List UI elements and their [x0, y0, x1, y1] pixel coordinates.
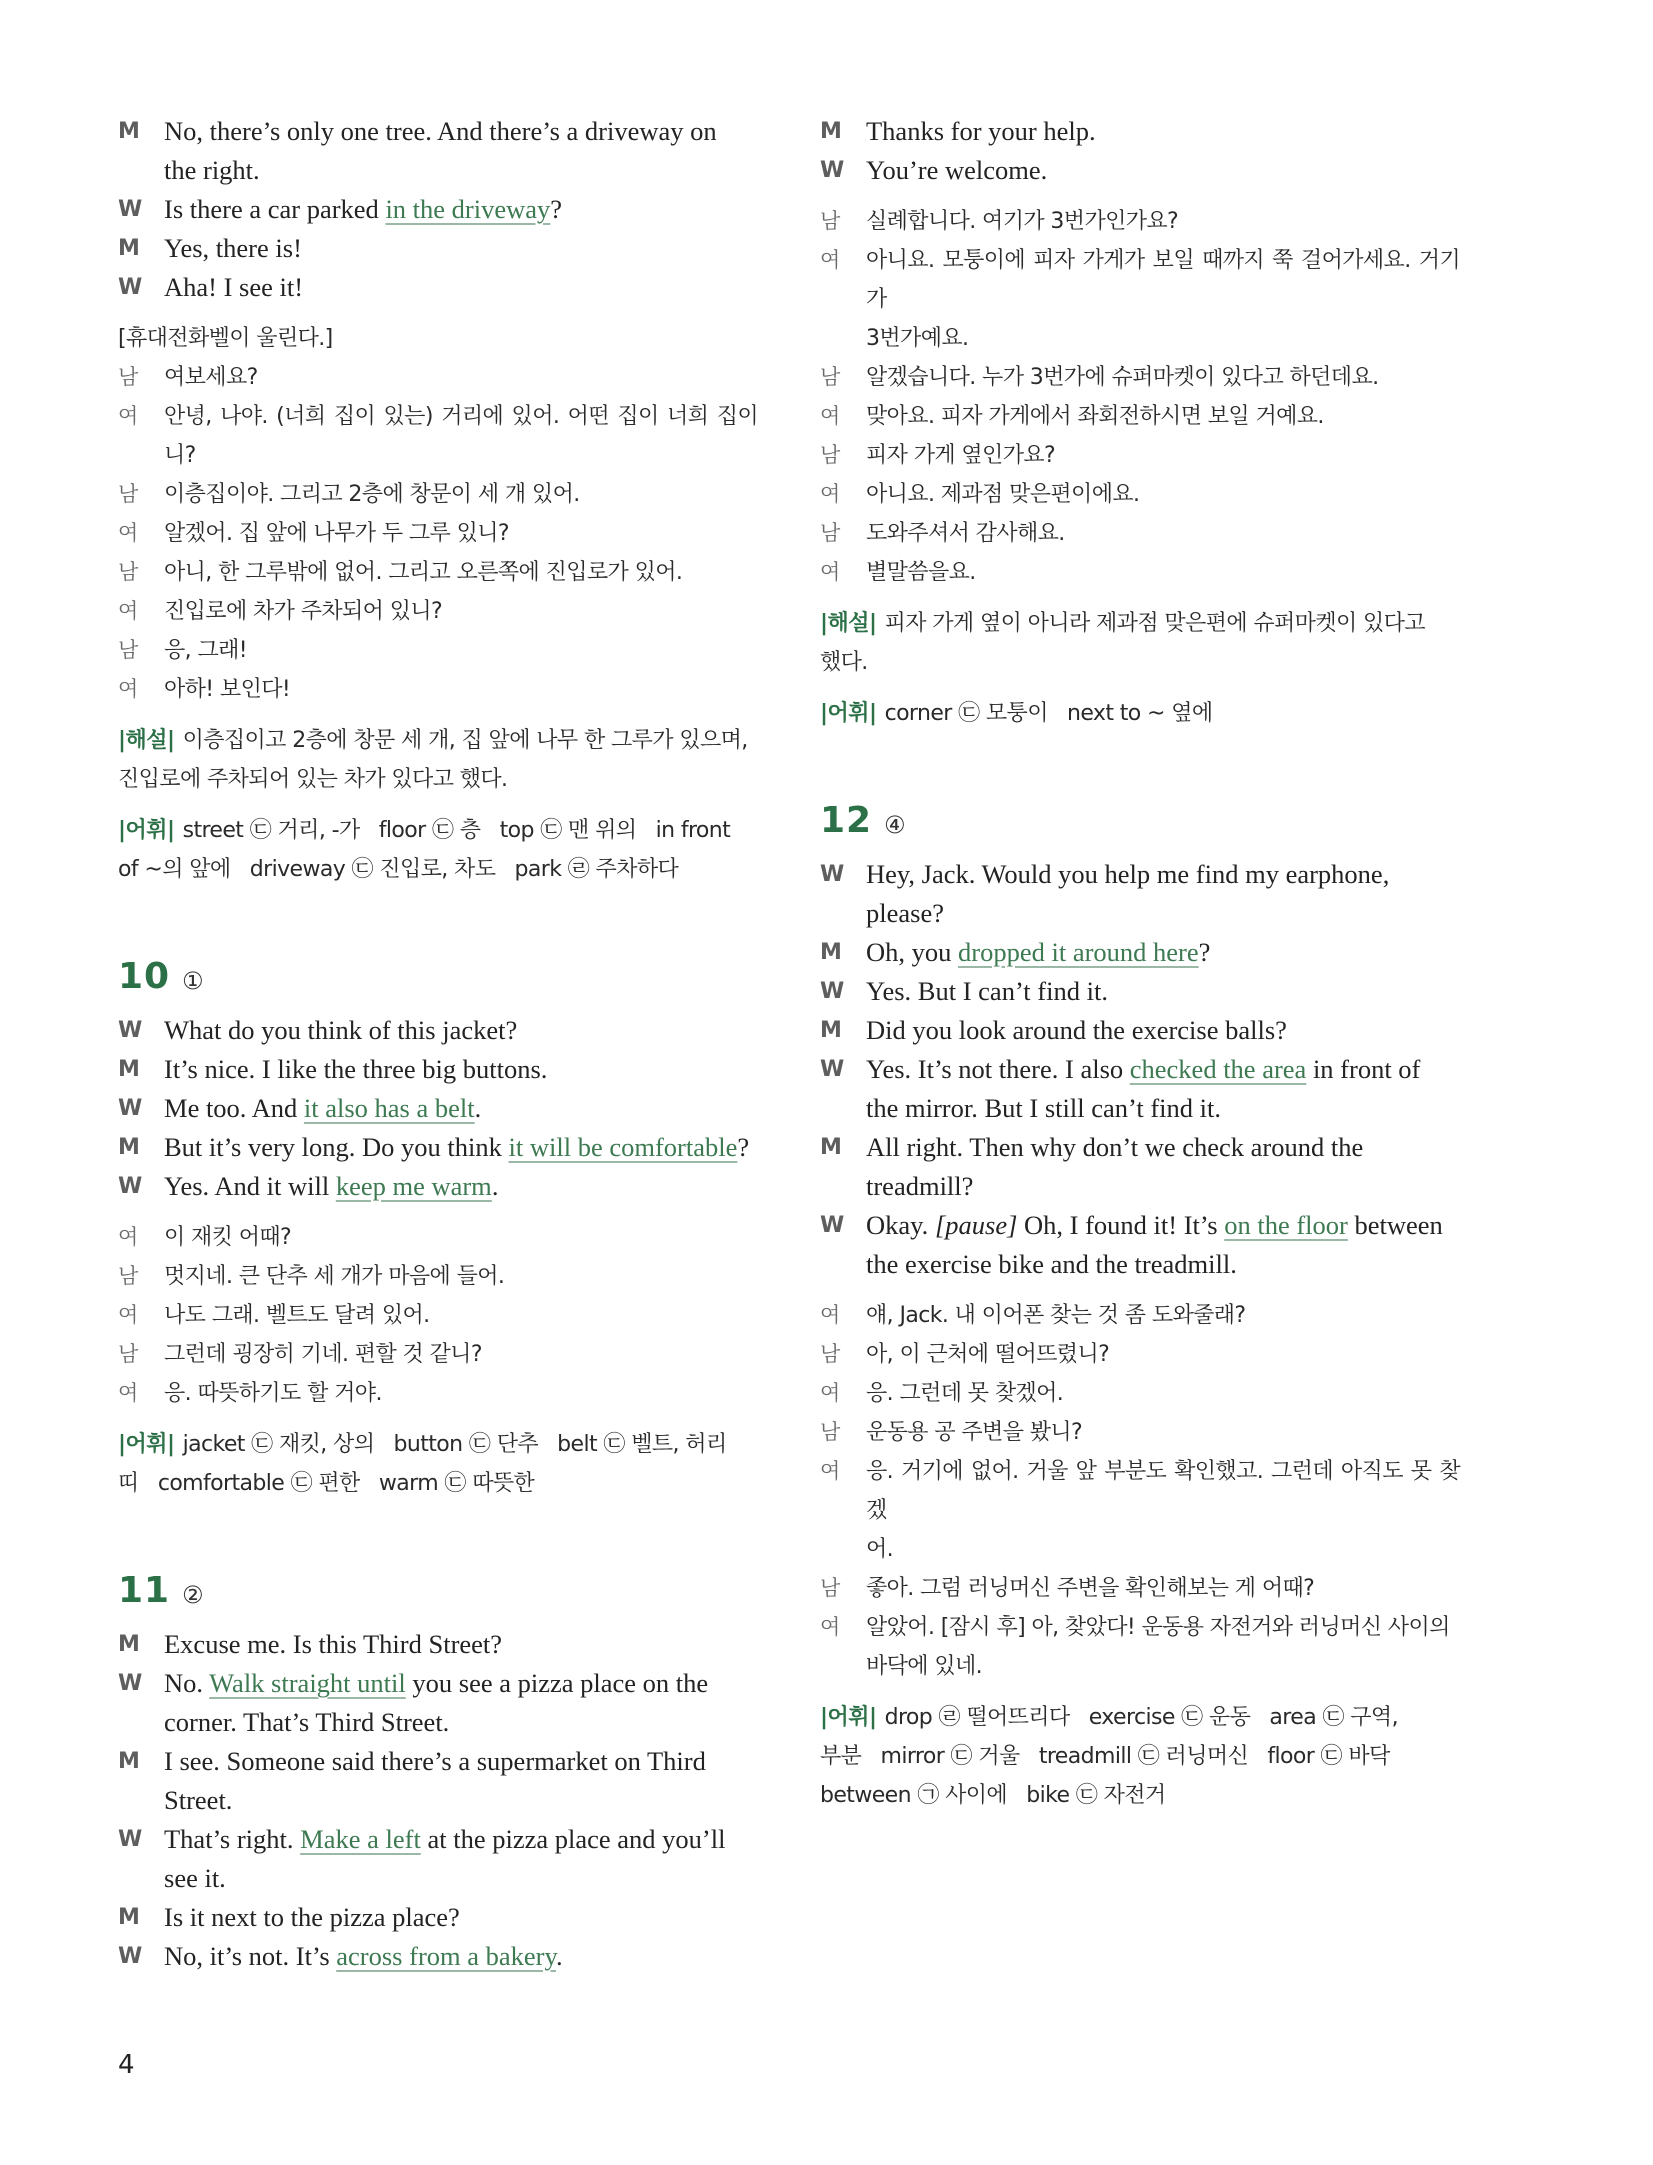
speaker-label: 남	[118, 1264, 139, 1288]
q11-explanation	[820, 604, 1460, 682]
translation-line	[820, 1608, 1460, 1647]
speaker-label: W	[820, 862, 845, 887]
dialogue-line	[118, 1167, 758, 1206]
q10-korean-translation	[118, 1218, 758, 1413]
speaker-label: 남	[820, 443, 841, 467]
translation-text: 응. 그런데 못 찾겠어.	[866, 1381, 1064, 1406]
dialogue-text: Street.	[164, 1785, 233, 1815]
translation-text: 운동용 공 주변을 봤니?	[866, 1420, 1083, 1445]
translation-text: 그런데 굉장히 기네. 편할 것 같니?	[164, 1342, 482, 1367]
speaker-label: 여	[118, 677, 139, 701]
translation-line	[820, 319, 1460, 358]
dialogue-text: Did you look around the exercise balls?	[866, 1015, 1287, 1045]
dialogue-line	[118, 1898, 758, 1937]
speaker-label: 남	[118, 638, 139, 662]
translation-text: 좋아. 그럼 러닝머신 주변을 확인해보는 게 어때?	[866, 1576, 1315, 1601]
translation-text: 응. 따뜻하기도 할 거야.	[164, 1381, 382, 1406]
vocabulary-line: 부분 mirror ㉢ 거울 treadmill ㉢ 러닝머신 floor ㉢ 바닥	[820, 1744, 1390, 1769]
dialogue-text: Hey, Jack. Would you help me find my earphone,	[866, 859, 1390, 889]
translation-text: 도와주셔서 감사해요.	[866, 521, 1065, 546]
q12-vocabulary	[820, 1698, 1460, 1815]
dialogue-text: ?	[1198, 937, 1211, 967]
translation-line	[820, 553, 1460, 592]
speaker-label: 남	[118, 365, 139, 389]
dialogue-line	[118, 1128, 758, 1167]
dialogue-text: Is there a car parked	[164, 194, 386, 224]
dialogue-line	[820, 151, 1460, 190]
q9-vocabulary	[118, 811, 758, 889]
dialogue-text: you see a pizza place on the	[405, 1668, 709, 1698]
speaker-label: M	[118, 1057, 140, 1082]
dialogue-text: .	[491, 1171, 499, 1201]
translation-text: 진입로에 차가 주차되어 있니?	[164, 599, 443, 624]
dialogue-line	[820, 972, 1460, 1011]
dialogue-text: Thanks for your help.	[866, 116, 1096, 146]
translation-text: 이층집이야. 그리고 2층에 창문이 세 개 있어.	[164, 482, 580, 507]
translation-line	[820, 1647, 1460, 1686]
q11-korean-translation	[820, 202, 1460, 592]
speaker-label: 여	[118, 404, 139, 428]
dialogue-line	[820, 894, 1460, 933]
dialogue-text: You’re welcome.	[866, 155, 1048, 185]
dialogue-text: the exercise bike and the treadmill.	[866, 1249, 1237, 1279]
dialogue-line	[820, 112, 1460, 151]
translation-text: 여보세요?	[164, 365, 258, 390]
speaker-label: W	[118, 1096, 143, 1121]
dialogue-line	[820, 1011, 1460, 1050]
dialogue-line	[820, 855, 1460, 894]
translation-text: 어.	[866, 1537, 894, 1562]
dialogue-line	[118, 190, 758, 229]
speaker-label: W	[820, 158, 845, 183]
translation-text: 바닥에 있네.	[866, 1654, 983, 1679]
speaker-label: M	[820, 119, 842, 144]
speaker-label: W	[820, 979, 845, 1004]
translation-text: 맞아요. 피자 가게에서 좌회전하시면 보일 거예요.	[866, 404, 1324, 429]
speaker-label: 남	[820, 521, 841, 545]
dialogue-line	[118, 1703, 758, 1742]
speaker-label: W	[118, 1827, 143, 1852]
translation-text: 나도 그래. 벨트도 달려 있어.	[164, 1303, 430, 1328]
speaker-label: 여	[118, 1381, 139, 1405]
answer-choice: ④	[884, 811, 906, 839]
translation-text: 아, 이 근처에 떨어뜨렸니?	[866, 1342, 1110, 1367]
dialogue-text: see it.	[164, 1863, 226, 1893]
speaker-label: W	[118, 1018, 143, 1043]
speaker-label: W	[118, 275, 143, 300]
translation-line	[820, 202, 1460, 241]
explanation-label: |해설|	[118, 728, 175, 753]
speaker-label: 남	[118, 560, 139, 584]
dialogue-line	[820, 1245, 1460, 1284]
speaker-label: 여	[820, 1381, 841, 1405]
dialogue-text: ?	[737, 1132, 750, 1162]
dialogue-text: Yes. But I can’t find it.	[866, 976, 1108, 1006]
answer-choice: ②	[182, 1581, 204, 1609]
translation-text: 이 재킷 어때?	[164, 1225, 292, 1250]
translation-text: 알겠어. 집 앞에 나무가 두 그루 있니?	[164, 521, 509, 546]
vocabulary-line: drop ㉣ 떨어뜨리다 exercise ㉢ 운동 area ㉢ 구역,	[884, 1705, 1398, 1730]
dialogue-line	[118, 1937, 758, 1976]
dialogue-text: corner. That’s Third Street.	[164, 1707, 450, 1737]
highlighted-phrase: keep me warm	[335, 1171, 492, 1201]
dialogue-line	[820, 1128, 1460, 1167]
page-number: 4	[118, 2050, 135, 2080]
highlighted-phrase: Walk straight until	[209, 1668, 406, 1698]
dialogue-text: Me too. And	[164, 1093, 304, 1123]
q10-vocabulary	[118, 1425, 758, 1503]
translation-line	[820, 1530, 1460, 1569]
speaker-label: 남	[820, 1576, 841, 1600]
translation-line	[118, 475, 758, 514]
speaker-label: 남	[820, 209, 841, 233]
translation-text: 얘, Jack. 내 이어폰 찾는 것 좀 도와줄래?	[866, 1303, 1246, 1328]
dialogue-text: treadmill?	[866, 1171, 974, 1201]
speaker-label: 여	[118, 1303, 139, 1327]
dialogue-line	[118, 1664, 758, 1703]
vocabulary-line: 띠 comfortable ㉢ 편한 warm ㉢ 따뜻한	[118, 1471, 535, 1496]
translation-text: 알았어. [잠시 후] 아, 찾았다! 운동용 자전거와 러닝머신 사이의	[866, 1615, 1450, 1640]
explanation-line: 진입로에 주차되어 있는 차가 있다고 했다.	[118, 767, 508, 792]
speaker-label: W	[118, 1944, 143, 1969]
translation-line	[820, 1335, 1460, 1374]
translation-line	[820, 358, 1460, 397]
explanation-label: |해설|	[820, 611, 877, 636]
translation-line	[820, 436, 1460, 475]
translation-text: 안녕, 나야. (너희 집이 있는) 거리에 있어. 어떤 집이 너희 집이니?	[164, 404, 758, 468]
dialogue-text: It’s nice. I like the three big buttons.	[164, 1054, 548, 1084]
q10-header	[118, 889, 758, 1001]
translation-text: 응, 그래!	[164, 638, 247, 663]
dialogue-text: ?	[550, 194, 563, 224]
stage-direction: [휴대전화벨이 울린다.]	[118, 326, 333, 351]
dialogue-line	[118, 229, 758, 268]
speaker-label: 남	[820, 1420, 841, 1444]
q11-header	[118, 1503, 758, 1615]
left-column	[118, 112, 758, 1976]
q9-korean-translation	[118, 358, 758, 709]
translation-line	[118, 397, 758, 475]
translation-line	[820, 1374, 1460, 1413]
dialogue-line	[118, 1859, 758, 1898]
dialogue-line	[820, 1206, 1460, 1245]
translation-text: 응. 거기에 없어. 거울 앞 부분도 확인했고. 그런데 아직도 못 찾겠	[866, 1459, 1460, 1523]
q11-dialogue-end	[820, 112, 1460, 190]
highlighted-phrase: it will be comfortable	[508, 1132, 738, 1162]
dialogue-text: Excuse me. Is this Third Street?	[164, 1629, 503, 1659]
question-number: 11	[118, 1570, 171, 1611]
dialogue-text: please?	[866, 898, 944, 928]
translation-line	[820, 475, 1460, 514]
translation-line	[118, 1374, 758, 1413]
highlighted-phrase: checked the area	[1129, 1054, 1307, 1084]
speaker-label: W	[820, 1057, 845, 1082]
q10-dialogue	[118, 1011, 758, 1206]
speaker-label: M	[118, 236, 140, 261]
stage-direction: [pause]	[934, 1210, 1018, 1240]
translation-line	[118, 1296, 758, 1335]
translation-line	[820, 1569, 1460, 1608]
speaker-label: W	[820, 1213, 845, 1238]
dialogue-text: at the pizza place and you’ll	[420, 1824, 726, 1854]
translation-line	[118, 592, 758, 631]
speaker-label: M	[820, 940, 842, 965]
dialogue-line	[118, 1742, 758, 1781]
question-number: 10	[118, 956, 171, 997]
q12-dialogue	[820, 855, 1460, 1284]
speaker-label: W	[118, 1174, 143, 1199]
speaker-label: M	[118, 1135, 140, 1160]
dialogue-text: the mirror. But I still can’t find it.	[866, 1093, 1222, 1123]
translation-text: 3번가예요.	[866, 326, 969, 351]
speaker-label: M	[118, 1749, 140, 1774]
explanation-line: 이층집이고 2층에 창문 세 개, 집 앞에 나무 한 그루가 있으며,	[182, 728, 748, 753]
translation-line	[118, 358, 758, 397]
dialogue-text: Yes. And it will	[164, 1171, 336, 1201]
translation-line	[118, 553, 758, 592]
dialogue-line	[118, 1089, 758, 1128]
speaker-label: M	[820, 1135, 842, 1160]
question-number: 12	[820, 800, 873, 841]
vocabulary-line: jacket ㉢ 재킷, 상의 button ㉢ 단추 belt ㉢ 벨트, 허리	[182, 1432, 727, 1457]
translation-line	[118, 514, 758, 553]
dialogue-text: No.	[164, 1668, 210, 1698]
translation-line	[118, 1335, 758, 1374]
translation-text: 별말씀을요.	[866, 560, 976, 585]
speaker-label: 여	[820, 1303, 841, 1327]
speaker-label: 여	[118, 1225, 139, 1249]
dialogue-text: Yes, there is!	[164, 233, 302, 263]
translation-line	[118, 1257, 758, 1296]
dialogue-line	[118, 268, 758, 307]
dialogue-text: Oh, I found it! It’s	[1017, 1210, 1225, 1240]
dialogue-text: in front of	[1306, 1054, 1421, 1084]
dialogue-text: Aha! I see it!	[164, 272, 304, 302]
dialogue-text: Oh, you	[866, 937, 959, 967]
highlighted-phrase: dropped it around here	[958, 937, 1199, 967]
dialogue-line	[118, 1625, 758, 1664]
dialogue-text: No, there’s only one tree. And there’s a driveway on	[164, 116, 717, 146]
vocabulary-line: between ㉠ 사이에 bike ㉢ 자전거	[820, 1783, 1166, 1808]
highlighted-phrase: on the floor	[1224, 1210, 1348, 1240]
dialogue-text: What do you think of this jacket?	[164, 1015, 518, 1045]
explanation-line: 했다.	[820, 650, 868, 675]
dialogue-text: .	[474, 1093, 482, 1123]
speaker-label: 여	[118, 521, 139, 545]
dialogue-line	[118, 112, 758, 151]
dialogue-line	[820, 933, 1460, 972]
q11-dialogue	[118, 1625, 758, 1976]
highlighted-phrase: it also has a belt	[303, 1093, 475, 1123]
q12-header	[820, 733, 1460, 845]
dialogue-line	[820, 1089, 1460, 1128]
q9-explanation	[118, 721, 758, 799]
dialogue-text: All right. Then why don’t we check around the	[866, 1132, 1364, 1162]
dialogue-line	[118, 1781, 758, 1820]
speaker-label: 남	[118, 482, 139, 506]
translation-text: 알겠습니다. 누가 3번가에 슈퍼마켓이 있다고 하던데요.	[866, 365, 1379, 390]
q11-vocabulary	[820, 694, 1460, 733]
dialogue-line	[118, 1011, 758, 1050]
speaker-label: M	[820, 1018, 842, 1043]
translation-text: 멋지네. 큰 단추 세 개가 마음에 들어.	[164, 1264, 505, 1289]
right-column	[820, 112, 1460, 1815]
q12-korean-translation	[820, 1296, 1460, 1686]
translation-text: 아니, 한 그루밖에 없어. 그리고 오른쪽에 진입로가 있어.	[164, 560, 683, 585]
speaker-label: W	[118, 197, 143, 222]
explanation-line: 피자 가게 옆이 아니라 제과점 맞은편에 슈퍼마켓이 있다고	[884, 611, 1425, 636]
answer-choice: ①	[182, 967, 204, 995]
translation-text: 아니요. 모퉁이에 피자 가게가 보일 때까지 쭉 걸어가세요. 거기가	[866, 248, 1460, 312]
translation-text: 실례합니다. 여기가 3번가인가요?	[866, 209, 1179, 234]
dialogue-text: Yes. It’s not there. I also	[866, 1054, 1130, 1084]
vocabulary-label: |어휘|	[118, 818, 175, 843]
translation-line	[118, 631, 758, 670]
vocabulary-label: |어휘|	[118, 1432, 175, 1457]
speaker-label: M	[118, 119, 140, 144]
dialogue-text: But it’s very long. Do you think	[164, 1132, 509, 1162]
speaker-label: 여	[820, 1615, 841, 1639]
translation-line	[820, 397, 1460, 436]
vocabulary-line: street ㉢ 거리, -가 floor ㉢ 층 top ㉢ 맨 위의 in front	[182, 818, 731, 843]
speaker-label: 여	[820, 482, 841, 506]
q9-dialogue-end	[118, 112, 758, 307]
dialogue-text: Is it next to the pizza place?	[164, 1902, 460, 1932]
vocabulary-line: of ~의 앞에 driveway ㉢ 진입로, 차도 park ㉣ 주차하다	[118, 857, 679, 882]
highlighted-phrase: Make a left	[300, 1824, 421, 1854]
dialogue-text: the right.	[164, 155, 260, 185]
dialogue-line	[118, 151, 758, 190]
speaker-label: M	[118, 1905, 140, 1930]
dialogue-text: Okay.	[866, 1210, 935, 1240]
dialogue-text: between	[1347, 1210, 1443, 1240]
translation-text: 아하! 보인다!	[164, 677, 291, 702]
dialogue-line	[820, 1050, 1460, 1089]
speaker-label: 여	[820, 248, 841, 272]
speaker-label: 여	[820, 1459, 841, 1483]
translation-line	[820, 514, 1460, 553]
speaker-label: 남	[820, 1342, 841, 1366]
translation-line	[820, 1413, 1460, 1452]
speaker-label: W	[118, 1671, 143, 1696]
translation-line	[820, 1296, 1460, 1335]
translation-line	[118, 1218, 758, 1257]
translation-text: 피자 가게 옆인가요?	[866, 443, 1056, 468]
dialogue-line	[820, 1167, 1460, 1206]
translation-line	[820, 1452, 1460, 1530]
speaker-label: 여	[820, 560, 841, 584]
translation-line	[820, 241, 1460, 319]
translation-line	[118, 670, 758, 709]
dialogue-text: .	[556, 1941, 563, 1971]
speaker-label: 여	[118, 599, 139, 623]
vocabulary-line: corner ㉢ 모퉁이 next to ~ 옆에	[884, 701, 1213, 726]
dialogue-text: I see. Someone said there’s a supermarket on Third	[164, 1746, 706, 1776]
speaker-label: 여	[820, 404, 841, 428]
dialogue-text: No, it’s not. It’s	[164, 1941, 337, 1971]
speaker-label: M	[118, 1632, 140, 1657]
speaker-label: 남	[118, 1342, 139, 1366]
speaker-label: 남	[820, 365, 841, 389]
highlighted-phrase: in the driveway	[385, 194, 551, 224]
vocabulary-label: |어휘|	[820, 1705, 877, 1730]
dialogue-line	[118, 1820, 758, 1859]
vocabulary-label: |어휘|	[820, 701, 877, 726]
highlighted-phrase: across from a bakery	[336, 1941, 557, 1971]
dialogue-line	[118, 1050, 758, 1089]
dialogue-text: That’s right.	[164, 1824, 301, 1854]
translation-text: 아니요. 제과점 맞은편이에요.	[866, 482, 1140, 507]
